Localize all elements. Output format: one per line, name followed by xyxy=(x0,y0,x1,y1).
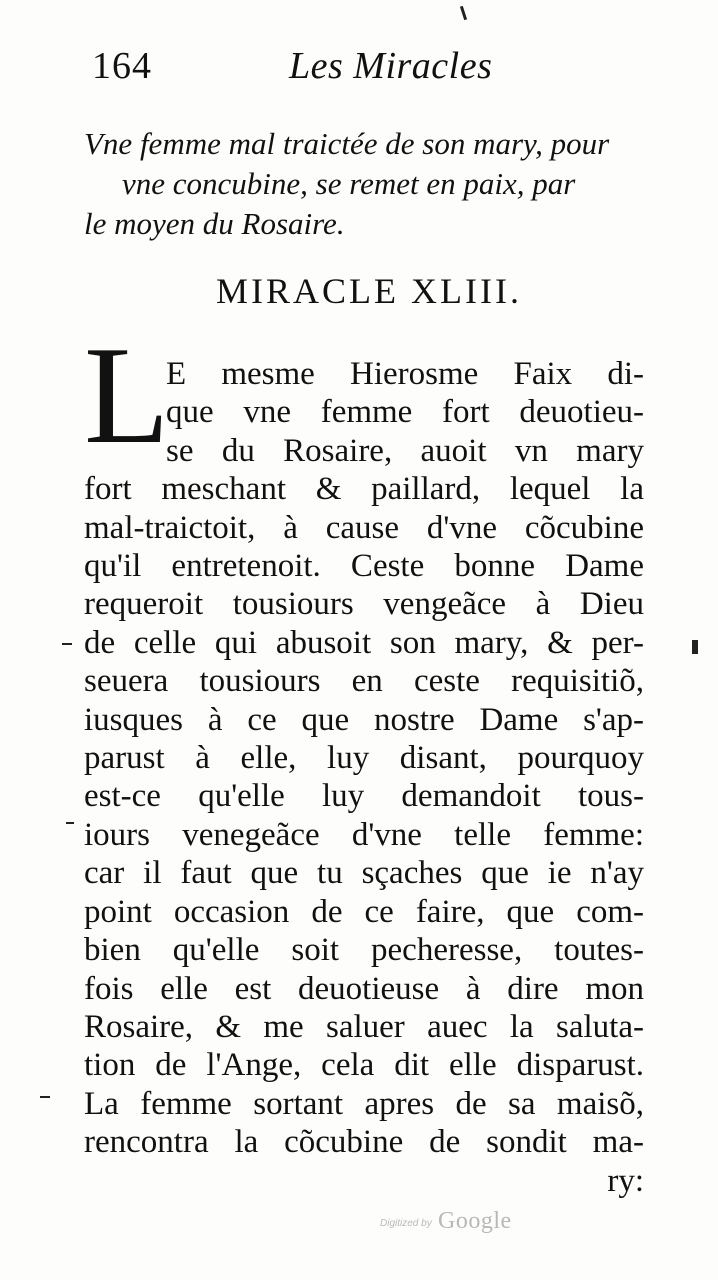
drop-cap: L xyxy=(84,318,170,473)
body-line: fois elle est deuotieuse à dire mon xyxy=(84,970,644,1007)
body-line: mal-traictoit, à cause d'vne cõcubine xyxy=(84,509,644,546)
running-head: Les Miracles xyxy=(289,45,493,87)
body-line: qu'il entretenoit. Ceste bonne Dame xyxy=(84,548,644,585)
digitized-watermark xyxy=(380,1208,580,1238)
google-logo: Google xyxy=(438,1208,512,1234)
margin-mark xyxy=(40,1096,50,1098)
margin-mark xyxy=(692,640,698,654)
page-header xyxy=(84,44,644,94)
ink-mark xyxy=(460,6,467,20)
body-line: tion de l'Ange, cela dit elle disparust. xyxy=(84,1047,644,1084)
margin-mark xyxy=(66,822,74,824)
summary-line: Vne femme mal traictée de son mary, pour xyxy=(84,126,610,161)
body-line: Rosaire, & me saluer auec la saluta- xyxy=(84,1008,644,1045)
body-line: iusques à ce que nostre Dame s'ap- xyxy=(84,701,644,738)
body-line: bien qu'elle soit pecheresse, toutes- xyxy=(84,932,644,969)
body-line: requeroit tousiours vengeãce à Dieu xyxy=(84,586,644,623)
catchword: ry: xyxy=(607,1162,644,1199)
body-line: point occasion de ce faire, que com- xyxy=(84,893,644,930)
body-line: se du Rosaire, auoit vn mary xyxy=(166,432,644,469)
margin-mark xyxy=(62,643,72,645)
summary-line: vne concubine, se remet en paix, par xyxy=(122,166,576,201)
body-line: est-ce qu'elle luy demandoit tous- xyxy=(84,778,644,815)
summary-line: le moyen du Rosaire. xyxy=(84,206,345,241)
body-line: car il faut que tu sçaches que ie n'ay xyxy=(84,855,644,892)
body-line: La femme sortant apres de sa maisõ, xyxy=(84,1085,644,1122)
body-line: seuera tousiours en ceste requisitiõ, xyxy=(84,663,644,700)
body-line: rencontra la cõcubine de sondit ma- xyxy=(84,1124,644,1161)
body-line: que vne femme fort deuotieu- xyxy=(166,394,644,431)
body-line: fort meschant & paillard, lequel la xyxy=(84,471,644,508)
body-line: de celle qui abusoit son mary, & per- xyxy=(84,624,644,661)
body-line: E mesme Hierosme Faix di- xyxy=(166,356,644,392)
page-number: 164 xyxy=(92,45,152,87)
body-text xyxy=(84,355,644,1200)
body-line: parust à elle, luy disant, pourquoy xyxy=(84,740,644,777)
body-line: iours venegeãce d'vne telle femme: xyxy=(84,816,644,853)
chapter-title: MIRACLE XLIII. xyxy=(216,271,522,311)
watermark-prefix: Digitized by xyxy=(380,1218,432,1229)
chapter-summary xyxy=(84,124,640,244)
